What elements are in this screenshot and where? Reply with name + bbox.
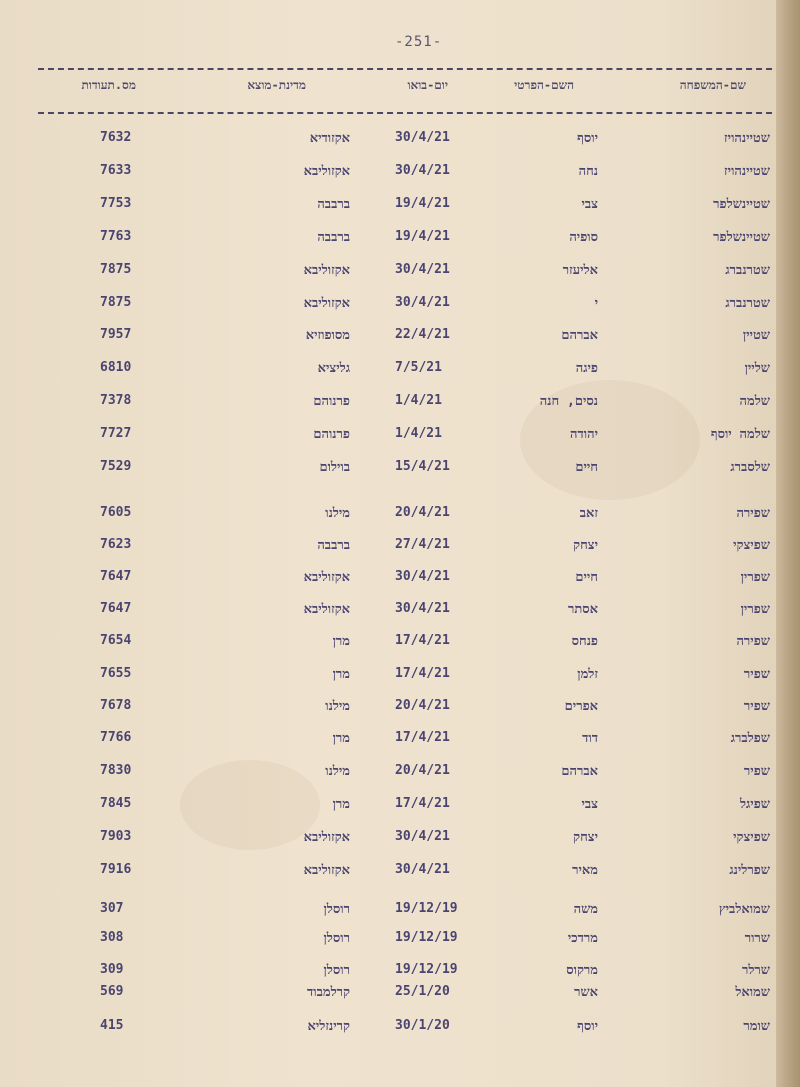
cell-arrival-date: 19/12/19 [395,901,458,916]
cell-first-name: פיגה [575,361,598,376]
cell-origin: אקזוליבא [303,570,350,585]
table-row [0,763,776,785]
cell-origin: אקזוליבא [303,296,350,311]
cell-origin: ברבבה [317,197,350,212]
cell-origin: אקזוליבא [303,164,350,179]
cell-cert-number: 7766 [100,730,132,745]
cell-family-name: שפיר [743,667,770,682]
cell-family-name: שטיינשלפר [713,197,770,212]
cell-family-name: שמואל [735,985,770,1000]
table-row [0,262,776,284]
cell-family-name: שרלר [741,963,770,978]
cell-origin: רוסלן [323,931,350,946]
cell-family-name: שפירה [736,506,770,521]
table-row [0,360,776,382]
cell-arrival-date: 17/4/21 [395,730,450,745]
cell-first-name: נסים, חנה [539,394,598,409]
cell-first-name: יהודה [570,427,598,442]
cell-origin: פרנוהם [313,394,350,409]
cell-origin: אקזוליבא [303,602,350,617]
cell-origin: ברבבה [317,538,350,553]
cell-family-name: שפיצקי [733,538,770,553]
cell-family-name: שפרלינג [729,863,770,878]
cell-cert-number: 415 [100,1018,124,1033]
cell-cert-number: 7647 [100,569,132,584]
cell-origin: גליציא [317,361,350,376]
cell-first-name: משה [573,902,598,917]
cell-arrival-date: 19/4/21 [395,196,450,211]
cell-first-name: יצחק [573,538,598,553]
cell-arrival-date: 19/12/19 [395,930,458,945]
cell-origin: אקזודיא [309,131,350,146]
table-row [0,426,776,448]
cell-cert-number: 7845 [100,796,132,811]
cell-cert-number: 7654 [100,633,132,648]
table-row [0,229,776,251]
table-row [0,327,776,349]
cell-cert-number: 7763 [100,229,132,244]
cell-cert-number: 307 [100,901,124,916]
cell-origin: פרנוהם [313,427,350,442]
cell-first-name: יוסף [577,131,598,146]
cell-first-name: מרדכי [567,931,598,946]
cell-arrival-date: 17/4/21 [395,666,450,681]
cell-origin: רוסלן [323,963,350,978]
cell-family-name: שטיינהויז [724,131,770,146]
cell-origin: קרינזליא [307,1019,350,1034]
cell-first-name: אשר [574,985,598,1000]
cell-arrival-date: 30/4/21 [395,569,450,584]
table-row [0,505,776,527]
cell-family-name: שמואלביץ [718,902,770,917]
table-row [0,796,776,818]
cell-arrival-date: 30/1/20 [395,1018,450,1033]
cell-origin: אקזוליבא [303,830,350,845]
cell-arrival-date: 22/4/21 [395,327,450,342]
table-row [0,393,776,415]
cell-arrival-date: 1/4/21 [395,426,442,441]
cell-arrival-date: 30/4/21 [395,295,450,310]
header-rule-bottom [38,112,776,114]
cell-family-name: שטיינשלפר [713,230,770,245]
table-row [0,537,776,559]
cell-first-name: חיים [575,460,598,475]
cell-cert-number: 308 [100,930,124,945]
table-row [0,569,776,591]
header-cert-number: מס.תעודות [81,78,136,92]
cell-first-name: מאיר [572,863,598,878]
cell-family-name: שלמה יוסף [710,427,770,442]
cell-family-name: שפרין [740,570,770,585]
cell-cert-number: 309 [100,962,124,977]
table-row [0,698,776,720]
cell-origin: מילנו [325,506,350,521]
cell-arrival-date: 30/4/21 [395,262,450,277]
cell-arrival-date: 30/4/21 [395,862,450,877]
cell-first-name: יצחק [573,830,598,845]
table-row [0,962,776,984]
header-arrival-date: יום-בואו [407,78,448,92]
table-row [0,1018,776,1040]
cell-cert-number: 7753 [100,196,132,211]
cell-first-name: דוד [582,731,598,746]
cell-first-name: סופיה [569,230,598,245]
table-row [0,459,776,481]
cell-cert-number: 7957 [100,327,132,342]
cell-first-name: אסתר [567,602,598,617]
cell-first-name: זאב [579,506,598,521]
cell-cert-number: 7678 [100,698,132,713]
cell-family-name: שפיגל [739,797,770,812]
cell-origin: אקזוליבא [303,863,350,878]
cell-first-name: חיים [575,570,598,585]
cell-cert-number: 7378 [100,393,132,408]
cell-cert-number: 7916 [100,862,132,877]
cell-arrival-date: 30/4/21 [395,829,450,844]
cell-arrival-date: 20/4/21 [395,698,450,713]
table-row [0,295,776,317]
cell-first-name: אפרים [564,699,598,714]
table-row [0,730,776,752]
cell-family-name: שרור [744,931,770,946]
cell-first-name: נחה [578,164,598,179]
cell-family-name: שפיר [743,764,770,779]
header-first-name: השם-הפרטי [514,78,574,92]
cell-arrival-date: 25/1/20 [395,984,450,999]
cell-origin: מרן [332,667,350,682]
cell-family-name: שליין [744,361,770,376]
cell-first-name: צבי [581,197,598,212]
table-row [0,984,776,1006]
cell-origin: מילנו [325,699,350,714]
cell-arrival-date: 19/4/21 [395,229,450,244]
cell-family-name: שפירה [736,634,770,649]
cell-family-name: שטרנברג [725,263,770,278]
cell-origin: מסופוזיא [305,328,350,343]
cell-origin: בוילום [319,460,350,475]
page-edge-shadow [776,0,800,1087]
cell-arrival-date: 27/4/21 [395,537,450,552]
cell-family-name: שפיר [743,699,770,714]
header-family-name: שם-המשפחה [679,78,746,92]
cell-cert-number: 7605 [100,505,132,520]
table-row [0,930,776,952]
cell-first-name: אברהם [561,764,598,779]
cell-origin: מרן [332,731,350,746]
cell-cert-number: 569 [100,984,124,999]
cell-family-name: שלמה [739,394,770,409]
table-row [0,601,776,623]
header-origin: מדינת-מוצא [247,78,306,92]
table-row [0,163,776,185]
cell-family-name: שפלברג [730,731,770,746]
cell-cert-number: 7727 [100,426,132,441]
table-row [0,130,776,152]
cell-first-name: זלמן [577,667,598,682]
cell-cert-number: 7655 [100,666,132,681]
cell-arrival-date: 30/4/21 [395,163,450,178]
cell-cert-number: 7830 [100,763,132,778]
cell-family-name: שטרנברג [725,296,770,311]
cell-origin: מילנו [325,764,350,779]
cell-family-name: שומר [743,1019,770,1034]
cell-arrival-date: 20/4/21 [395,505,450,520]
cell-arrival-date: 30/4/21 [395,601,450,616]
cell-arrival-date: 17/4/21 [395,796,450,811]
cell-arrival-date: 20/4/21 [395,763,450,778]
header-rule-top [38,68,776,70]
cell-cert-number: 7875 [100,262,132,277]
cell-origin: רוסלן [323,902,350,917]
table-row [0,633,776,655]
cell-origin: מרן [332,797,350,812]
cell-cert-number: 7632 [100,130,132,145]
table-row [0,829,776,851]
cell-cert-number: 7529 [100,459,132,474]
cell-first-name: צבי [581,797,598,812]
cell-family-name: שטיינהויז [724,164,770,179]
cell-first-name: אליעזר [562,263,598,278]
cell-family-name: שטיין [742,328,770,343]
cell-first-name: אברהם [561,328,598,343]
table-row [0,901,776,923]
cell-first-name: מרקוס [566,963,598,978]
page-number: -251- [395,34,443,50]
cell-cert-number: 7875 [100,295,132,310]
cell-first-name: פנחס [571,634,598,649]
cell-arrival-date: 15/4/21 [395,459,450,474]
cell-cert-number: 6810 [100,360,132,375]
cell-family-name: שלסברג [730,460,770,475]
cell-cert-number: 7647 [100,601,132,616]
cell-arrival-date: 1/4/21 [395,393,442,408]
table-row [0,196,776,218]
cell-cert-number: 7623 [100,537,132,552]
cell-cert-number: 7633 [100,163,132,178]
table-row [0,666,776,688]
cell-family-name: שפיצקי [733,830,770,845]
cell-origin: אקזוליבא [303,263,350,278]
cell-first-name: יוסף [577,1019,598,1034]
cell-origin: מרן [332,634,350,649]
cell-arrival-date: 17/4/21 [395,633,450,648]
cell-arrival-date: 7/5/21 [395,360,442,375]
cell-origin: קרלמבוד [307,985,350,1000]
cell-origin: ברבבה [317,230,350,245]
cell-first-name: י [594,296,598,311]
cell-family-name: שפרין [740,602,770,617]
cell-arrival-date: 30/4/21 [395,130,450,145]
table-row [0,862,776,884]
cell-cert-number: 7903 [100,829,132,844]
cell-arrival-date: 19/12/19 [395,962,458,977]
